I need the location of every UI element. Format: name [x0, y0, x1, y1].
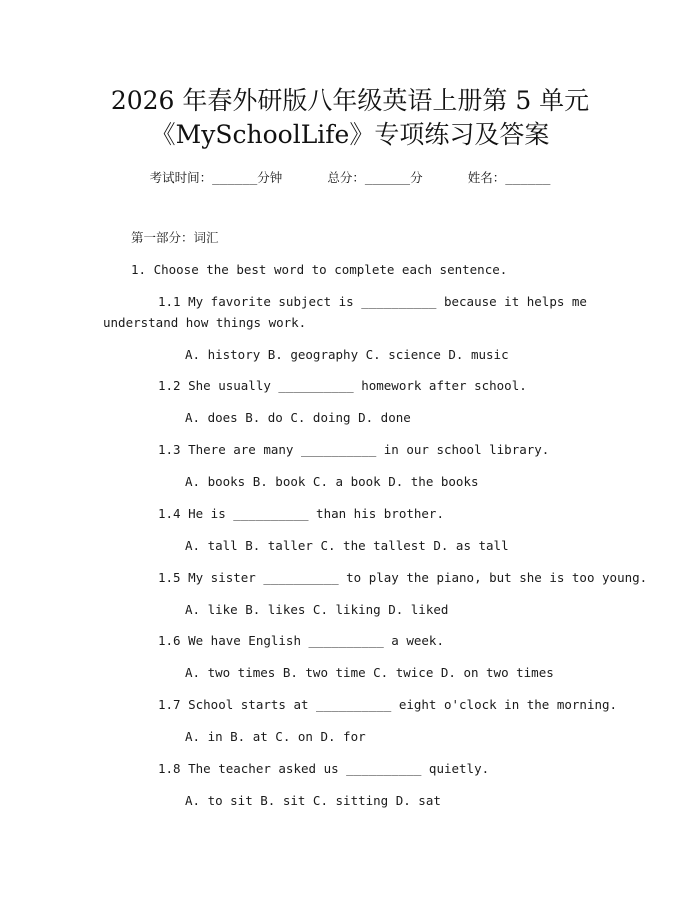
question-text: 1.8 The teacher asked us __________ quietly.	[158, 761, 490, 776]
exam-info: 考试时间：______分钟 总分：______分 姓名：______	[149, 170, 551, 185]
question-options: A. history B. geography C. science D. music	[185, 347, 509, 362]
question-text: 1.3 There are many __________ in our school library.	[158, 442, 550, 457]
question-options: A. to sit B. sit C. sitting D. sat	[185, 793, 441, 808]
question-text-continued: understand how things work.	[103, 315, 307, 330]
question-text: 1.7 School starts at __________ eight o'clock in the morning.	[158, 697, 618, 712]
question-options: A. books B. book C. a book D. the books	[185, 474, 479, 489]
question-text: 1.4 He is __________ than his brother.	[158, 506, 444, 521]
question-options: A. does B. do C. doing D. done	[185, 410, 411, 425]
question-text: 1.5 My sister __________ to play the piano, but she is too young.	[158, 570, 648, 585]
question-options: A. tall B. taller C. the tallest D. as tall	[185, 538, 509, 553]
document-title-line-1: 2026 年春外研版八年级英语上册第 5 单元	[110, 86, 590, 115]
question-options: A. two times B. two time C. twice D. on two times	[185, 665, 554, 680]
instruction: 1. Choose the best word to complete each sentence.	[131, 262, 508, 277]
document-title-line-2: 《MySchoolLife》专项练习及答案	[150, 120, 550, 149]
section-heading: 第一部分：词汇	[131, 230, 219, 245]
question-text: 1.1 My favorite subject is __________ because it helps me	[158, 294, 587, 309]
question-text: 1.6 We have English __________ a week.	[158, 633, 444, 648]
question-options: A. like B. likes C. liking D. liked	[185, 602, 449, 617]
question-options: A. in B. at C. on D. for	[185, 729, 366, 744]
question-text: 1.2 She usually __________ homework after school.	[158, 378, 527, 393]
